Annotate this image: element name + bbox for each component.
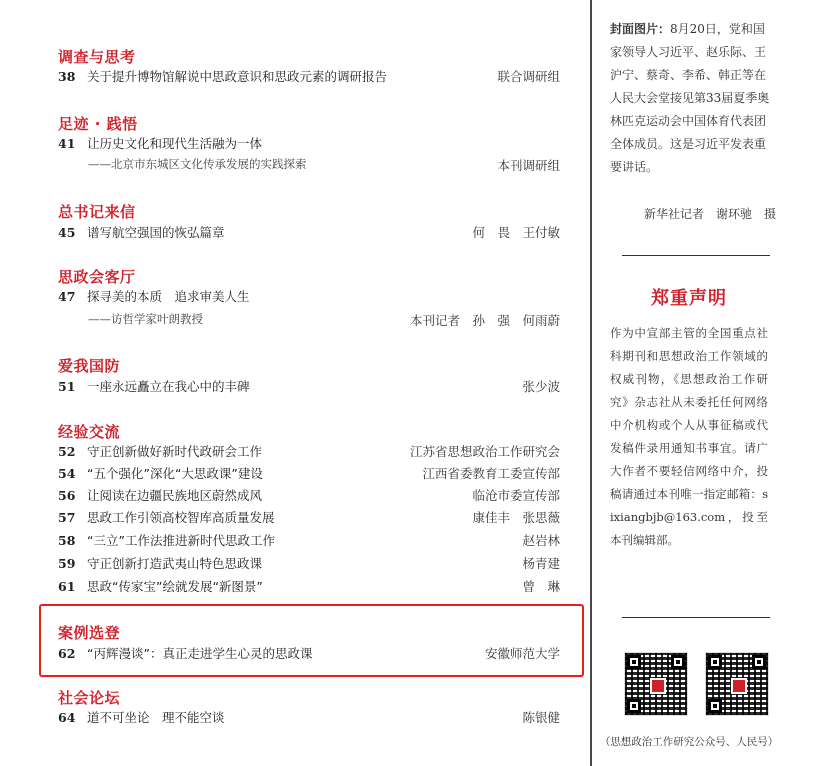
page-number: 61: [58, 579, 76, 594]
article-author: 江西省委教育工委宣传部: [422, 466, 560, 481]
section-title: 总书记来信: [58, 203, 136, 221]
toc-entry[interactable]: [58, 378, 560, 396]
qr-caption: （思想政治工作研究公众号、人民号）: [599, 736, 779, 748]
toc-entry[interactable]: [58, 68, 560, 86]
qr-logo: [650, 678, 666, 694]
highlight-box: [39, 604, 584, 677]
page-number: 45: [58, 225, 76, 240]
article-title: 思政工作引领高校智库高质量发展: [87, 510, 275, 525]
article-author: 曾 琳: [522, 579, 560, 594]
article-author: 江苏省思想政治工作研究会: [409, 444, 560, 459]
declaration-body: 作为中宣部主管的全国重点社科期刊和思想政治工作领域的权威刊物，《思想政治工作研究》杂志社从未委托任何网络中介机构或个人从事征稿或代发稿件录用通知书事宜。请广大作者不要轻信网络中介，投稿请通过本刊唯一指定邮箱：sixiangbjb@163.com，投至本刊编辑部。: [610, 326, 768, 547]
page-number: 51: [58, 379, 76, 394]
article-author: 赵岩林: [522, 533, 560, 548]
divider-line: [622, 617, 770, 618]
page-number: 57: [58, 510, 76, 525]
article-title: 谱写航空强国的恢弘篇章: [87, 225, 225, 240]
qr-logo: [731, 678, 747, 694]
toc-entry[interactable]: [58, 288, 560, 306]
page-number: 64: [58, 710, 76, 725]
section-title: 爱我国防: [58, 357, 121, 375]
article-author: 康佳丰 张思薇: [472, 510, 560, 525]
article-title: 道不可坐论 理不能空谈: [87, 710, 225, 725]
page-number: 41: [58, 136, 76, 151]
qr-finder: [627, 655, 641, 669]
article-title: “三立”工作法推进新时代思政工作: [87, 533, 275, 548]
toc-entry[interactable]: [58, 135, 560, 153]
qr-code[interactable]: [705, 652, 769, 716]
article-title: 一座永远矗立在我心中的丰碑: [87, 379, 250, 394]
toc-entry[interactable]: [58, 645, 560, 663]
article-title: 思政“传家宝”绘就发展“新图景”: [87, 579, 263, 594]
sidebar: [592, 0, 826, 766]
article-title: 让历史文化和现代生活融为一体: [87, 136, 263, 151]
article-title: “丙辉漫谈”：真正走进学生心灵的思政课: [87, 646, 313, 661]
article-author: 本刊调研组: [497, 158, 560, 173]
article-author: 本刊记者 孙 强 何雨蔚: [409, 313, 560, 328]
section-title: 调查与思考: [58, 48, 136, 66]
article-author: 张少波: [522, 379, 560, 394]
toc-entry[interactable]: [58, 443, 560, 461]
toc-entry[interactable]: [58, 555, 560, 573]
toc-entry[interactable]: [58, 465, 560, 483]
article-title: 守正创新做好新时代政研会工作: [87, 444, 263, 459]
section-title: 案例选登: [58, 624, 121, 642]
article-author: 杨青建: [522, 556, 560, 571]
qr-finder: [752, 655, 766, 669]
toc-entry[interactable]: [58, 532, 560, 550]
section-title: 思政会客厅: [58, 268, 136, 286]
qr-code[interactable]: [624, 652, 688, 716]
page-number: 52: [58, 444, 76, 459]
article-title: 探寻美的本质 追求审美人生: [87, 289, 250, 304]
toc-entry[interactable]: [58, 487, 560, 505]
toc-entry-author-row: [58, 157, 560, 175]
section-title: 社会论坛: [58, 689, 121, 707]
page-number: 59: [58, 556, 76, 571]
toc-entry[interactable]: [58, 224, 560, 242]
article-author: 联合调研组: [497, 69, 560, 84]
section-title: 足迹 · 践悟: [58, 115, 138, 133]
article-title: 让阅读在边疆民族地区蔚然成风: [87, 488, 263, 503]
divider-line: [622, 255, 770, 256]
qr-finder: [671, 655, 685, 669]
cover-label: 封面图片：: [610, 22, 671, 36]
qr-finder: [627, 699, 641, 713]
article-author: 临沧市委宣传部: [472, 488, 560, 503]
qr-finder: [708, 655, 722, 669]
toc-entry[interactable]: [58, 709, 560, 727]
article-subtitle: ——北京市东城区文化传承发展的实践探索: [88, 157, 307, 171]
declaration-title: 郑重声明: [651, 288, 727, 309]
article-author: 陈银健: [522, 710, 560, 725]
page-number: 62: [58, 646, 76, 661]
page-number: 58: [58, 533, 76, 548]
section-title: 经验交流: [58, 423, 121, 441]
page-number: 38: [58, 69, 76, 84]
article-author: 安徽师范大学: [484, 646, 560, 661]
toc-entry-author-row: [58, 312, 560, 330]
article-title: “五个强化”深化“大思政课”建设: [87, 466, 263, 481]
cover-caption-text: 8月20日，党和国家领导人习近平、赵乐际、王沪宁、蔡奇、李希、韩正等在人民大会堂接见第33届夏季奥林匹克运动会中国体育代表团全体成员。这是习近平发表重要讲话。: [610, 22, 770, 174]
article-author: 何 畏 王付敏: [472, 225, 560, 240]
article-title: 守正创新打造武夷山特色思政课: [87, 556, 263, 571]
qr-finder: [708, 699, 722, 713]
toc-entry[interactable]: [58, 509, 560, 527]
page-number: 47: [58, 289, 76, 304]
toc-entry[interactable]: [58, 578, 560, 596]
page-number: 54: [58, 466, 76, 481]
cover-credit: 新华社记者 谢环驰 摄: [643, 207, 776, 221]
page-number: 56: [58, 488, 76, 503]
article-subtitle: ——访哲学家叶朗教授: [88, 312, 203, 326]
cover-caption: [610, 18, 770, 179]
article-title: 关于提升博物馆解说中思政意识和思政元素的调研报告: [87, 69, 388, 84]
